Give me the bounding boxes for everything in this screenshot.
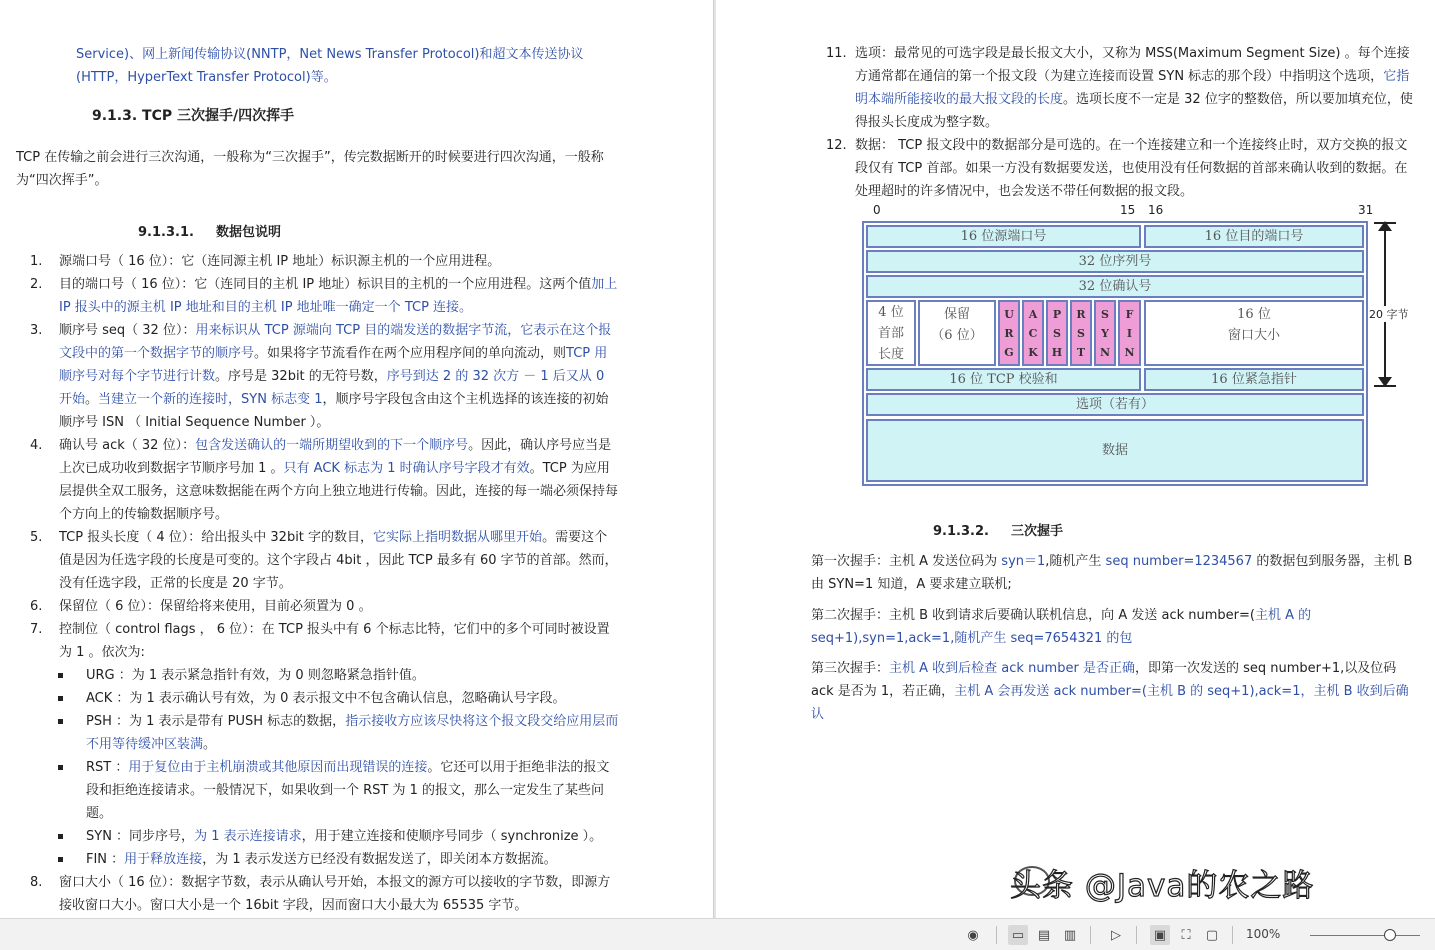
flag-psh xyxy=(1046,300,1068,366)
header-frame xyxy=(862,221,1368,486)
field-dst-port: 16 位目的端口号 xyxy=(1144,225,1364,248)
list-item xyxy=(826,134,1416,203)
print-layout-icon[interactable]: ▭ xyxy=(1008,925,1028,945)
section-heading-9-1-3-2 xyxy=(933,520,1063,539)
bullet-item xyxy=(58,756,620,825)
flag-letter: G xyxy=(1004,345,1014,359)
flag-letter: A xyxy=(1028,307,1038,321)
flag-bullet-list xyxy=(30,664,620,871)
comment-icon[interactable]: ▢ xyxy=(1205,927,1219,943)
web-layout-icon[interactable]: ▤ xyxy=(1037,927,1051,943)
item-text-highlight: 它实际上指明数据从哪里开始 xyxy=(373,530,543,545)
step-text: ,随机产生 xyxy=(1045,554,1106,569)
cell-line: 16 位 xyxy=(1237,307,1271,322)
heading-number: 9.1.3.1. xyxy=(138,225,194,240)
cell-line: 4 位 xyxy=(878,304,904,320)
item-text: 。选项长度不一定是 32 位字的整数倍，所以要加填充位，使得报头长度成为整字数。 xyxy=(855,92,1413,130)
flag-letter: N xyxy=(1124,345,1135,359)
bullet-text: RST ： xyxy=(86,760,129,775)
flag-letter: S xyxy=(1101,307,1109,321)
watermark: 头条 @Java的农之路 xyxy=(1010,868,1315,904)
step-text: 第二次握手：主机 B 收到请求后要确认联机信息，向 A 发送 ack number=( xyxy=(811,608,1255,623)
field-seq: 32 位序列号 xyxy=(866,250,1364,273)
focus-icon[interactable]: ◉ xyxy=(967,927,979,943)
item-text: ，顺序号字段包含由这个主机选择的该连接的初始顺序号 ISN （ Initial Sequence Number ）。 xyxy=(59,392,609,430)
cell-line: 首部 xyxy=(877,325,904,341)
bullet-icon xyxy=(58,696,63,701)
bullet-text: 。 xyxy=(203,737,217,752)
list-item xyxy=(30,434,620,526)
field-checksum: 16 位 TCP 校验和 xyxy=(866,368,1141,391)
item-text: 。序号是 32bit 的无符号数， xyxy=(215,369,387,384)
text-line: Service)、网上新闻传输协议(NNTP，Net News Transfer Protocol)和超文本传送协议 xyxy=(76,47,584,62)
item-text: 。 xyxy=(85,392,99,407)
flag-letter: C xyxy=(1028,326,1038,340)
flag-rst xyxy=(1070,300,1092,366)
flag-urg xyxy=(998,300,1020,366)
bullet-item xyxy=(58,710,620,756)
size-arrow xyxy=(1384,223,1386,385)
item-text-highlight: 加上 IP 报头中的源主机 IP 地址和目的主机 IP 地址唯一确定一个 TCP 连接。 xyxy=(59,277,618,315)
field-reserved xyxy=(918,300,996,366)
play-icon[interactable]: ▷ xyxy=(1111,927,1121,943)
field-src-port: 16 位源端口号 xyxy=(866,225,1141,248)
intro-paragraph: TCP 在传输之前会进行三次沟通，一般称为“三次握手”，传完数据断开的时候要进行四次沟通，一般称为“四次挥手”。 xyxy=(16,150,604,188)
list-number: 8. xyxy=(30,875,43,890)
bullet-text-highlight: 用于释放连接 xyxy=(124,852,203,867)
handshake-step-1 xyxy=(811,550,1415,596)
bit-label: 0 xyxy=(873,203,881,217)
flag-letter: P xyxy=(1052,307,1062,321)
bullet-text: URG ：为 1 表示紧急指针有效，为 0 则忽略紧急指针值。 xyxy=(86,668,425,683)
item-text-highlight: 它指明本端所能接收的最大报文段的长度 xyxy=(855,69,1410,107)
handshake-step-2 xyxy=(811,604,1415,650)
flag-letter: R xyxy=(1004,326,1014,340)
step-text: 的数据包到服务器，主机 B 由 SYN=1 知道，A 要求建立联机; xyxy=(811,554,1413,592)
item-text-highlight: 当建立一个新的连接时，SYN 标志变 1 xyxy=(98,392,323,407)
bullet-text-highlight: 为 1 表示连接请求 xyxy=(194,829,302,844)
item-text: 源端口号（ 16 位）：它（连同源主机 IP 地址）标识源主机的一个应用进程。 xyxy=(59,254,501,269)
bullet-text: ，为 1 表示发送方已经没有数据发送了，即关闭本方数据流。 xyxy=(202,852,557,867)
list-number: 3. xyxy=(30,323,43,338)
flag-letter: S xyxy=(1077,326,1085,340)
item-text: 保留位（ 6 位）：保留给将来使用，目前必须置为 0 。 xyxy=(59,599,372,614)
list-item xyxy=(30,618,620,664)
status-bar xyxy=(0,918,1435,950)
field-urgent-pointer: 16 位紧急指针 xyxy=(1144,368,1364,391)
item-text: 确认号 ack（ 32 位）： xyxy=(59,438,196,453)
item-text: TCP 报头长度（ 4 位）：给出报头中 32bit 字的数目， xyxy=(59,530,374,545)
zoom-slider[interactable] xyxy=(1310,935,1420,936)
bullet-text: FIN ： xyxy=(86,852,125,867)
item-text-highlight: 包含发送确认的一端所期望收到的下一个顺序号 xyxy=(195,438,469,453)
field-ack: 32 位确认号 xyxy=(866,275,1364,298)
flag-letter: H xyxy=(1051,345,1063,359)
flag-syn xyxy=(1094,300,1116,366)
list-number: 11. xyxy=(826,46,847,61)
cell-line: （6 位） xyxy=(931,328,983,343)
tcp-header-diagram xyxy=(862,203,1422,488)
bullet-icon xyxy=(58,673,63,678)
step-text-highlight: syn＝1 xyxy=(1001,554,1046,569)
step-text-highlight: 主机 A 的 seq+1),syn=1,ack=1,随机产生 seq=7654321 的包 xyxy=(811,608,1312,646)
item-text: 数据： TCP 报文段中的数据部分是可选的。在一个连接建立和一个连接终止时，双方交换的报文段仅有 TCP 首部。如果一方没有数据要发送，也使用没有任何数据的首部来确认收到的数据。在处理超时的许多情况中，也会发送不带任何数据的报文段。 xyxy=(855,138,1408,199)
cell-line: 窗口大小 xyxy=(1227,328,1280,343)
bullet-item xyxy=(58,664,620,687)
list-item xyxy=(30,871,620,917)
bullet-icon xyxy=(58,765,63,770)
handshake-step-3 xyxy=(811,657,1415,726)
zoom-slider-knob[interactable] xyxy=(1384,929,1396,941)
bullet-text: ，用于建立连接和使顺序号同步（ synchronize ）。 xyxy=(301,829,603,844)
field-options: 选项（若有） xyxy=(866,393,1364,416)
heading-number: 9.1.3.2. xyxy=(933,524,989,539)
flag-letter: N xyxy=(1099,345,1111,359)
item-text: 控制位（ control flags ， 6 位）：在 TCP 报头中有 6 个标志比特，它们中的多个可同时被设置为 1 。依次为: xyxy=(59,622,610,660)
flag-ack xyxy=(1022,300,1044,366)
header-size-label: 20 字节 xyxy=(1369,308,1409,321)
item-text-highlight: 只有 ACK 标志为 1 时确认序号字段才有效 xyxy=(283,461,530,476)
crop-icon[interactable]: ⛶ xyxy=(1181,927,1191,943)
section-heading-9-1-3: 9.1.3. TCP 三次握手/四次挥手 xyxy=(92,108,295,124)
flag-letter: T xyxy=(1076,345,1086,359)
field-header-length xyxy=(866,300,916,366)
list-item xyxy=(826,42,1416,134)
bullet-icon xyxy=(58,719,63,724)
bullet-text: 。它还可以用于拒绝非法的报文段和拒绝连接请求。一般情况下，如果收到一个 RST 为 1 的报文，那么一定发生了某些问题。 xyxy=(86,760,610,821)
step-text: 第一次握手：主机 A 发送位码为 xyxy=(811,554,1002,569)
zoom-level[interactable]: 100% xyxy=(1246,927,1281,941)
flag-fin xyxy=(1118,300,1141,366)
list-item xyxy=(30,273,620,319)
list-item xyxy=(30,595,620,618)
heading-title: 数据包说明 xyxy=(215,225,281,240)
item-text: 选项：最常见的可选字段是最长报文大小，又称为 MSS(Maximum Segment Size) 。每个连接方通常都在通信的第一个报文段（为建立连接而设置 SYN 标志的那个段）中指明这个选项， xyxy=(855,46,1410,84)
bracket-tick xyxy=(1374,385,1396,387)
item-text: 。因此，确认序号应当是上次已成功收到数据字节顺序号加 1 。 xyxy=(59,438,612,476)
cell-line: 长度 xyxy=(877,346,904,362)
item-text-highlight: 序号到达 2 的 32 次方 － 1 后又从 0 开始 xyxy=(59,369,605,407)
cell-line: 保留 xyxy=(943,307,970,322)
bullet-text: ACK ：为 1 表示确认号有效，为 0 表示报文中不包含确认信息，忽略确认号字段。 xyxy=(86,691,566,706)
list-number: 4. xyxy=(30,438,43,453)
separator xyxy=(1136,926,1137,944)
flag-letter: S xyxy=(1053,326,1061,340)
bullet-icon xyxy=(58,857,63,862)
flag-letter: Y xyxy=(1101,326,1109,340)
item-text: 。TCP 为应用层提供全双工服务，这意味数据能在两个方向上独立地进行传输。因此，连接的每一端必须保持每个方向上的传输数据顺序号。 xyxy=(59,461,619,522)
list-item xyxy=(30,526,620,595)
read-mode-icon[interactable]: ▥ xyxy=(1063,927,1077,943)
field-window-size xyxy=(1144,300,1364,366)
bullet-text-highlight: 用于复位由于主机崩溃或其他原因而出现错误的连接 xyxy=(128,760,428,775)
field-list xyxy=(30,250,620,917)
separator xyxy=(996,926,997,944)
separator xyxy=(1232,926,1233,944)
flag-letter: F xyxy=(1125,307,1134,321)
item-text: 。需要这个值是因为任选字段的长度是可变的。这个字段占 4bit ，因此 TCP 最多有 60 字节的首部。然而，没有任选字段，正常的长度是 20 字节。 xyxy=(59,530,618,591)
bullet-item xyxy=(58,848,620,871)
field-list-continued xyxy=(826,42,1416,203)
list-item xyxy=(30,250,620,273)
list-number: 7. xyxy=(30,622,43,637)
step-text: ，即第一次发送的 seq number+1,以及位码 ack 是否为 1，若正确， xyxy=(811,661,1397,699)
step-text: 第三次握手： xyxy=(811,661,890,676)
bullet-text: SYN ：同步序号， xyxy=(86,829,195,844)
item-text: 目的端口号（ 16 位）：它（连同目的主机 IP 地址）标识目的主机的一个应用进程。这两个值 xyxy=(59,277,592,292)
list-number: 1. xyxy=(30,254,43,269)
left-page xyxy=(0,0,713,918)
flag-letter: U xyxy=(1004,307,1014,321)
separator xyxy=(1090,926,1091,944)
section-heading-9-1-3-1 xyxy=(138,221,281,240)
list-item xyxy=(30,319,620,434)
list-number: 6. xyxy=(30,599,43,614)
step-text-highlight: seq number=1234567 xyxy=(1105,554,1253,569)
bit-label: 15 xyxy=(1120,203,1136,217)
step-text-highlight: 主机 A 收到后检查 ack number 是否正确 xyxy=(889,661,1135,676)
bit-label: 31 xyxy=(1358,203,1374,217)
bit-label: 16 xyxy=(1148,203,1164,217)
text-line: (HTTP，HyperText Transfer Protocol)等。 xyxy=(76,70,337,85)
bullet-icon xyxy=(58,834,63,839)
step-text-highlight: 主机 A 会再发送 ack number=(主机 B 的 seq+1),ack=1，主机 B 收到后确认 xyxy=(811,684,1409,722)
field-data: 数据 xyxy=(866,419,1364,482)
list-number: 2. xyxy=(30,277,43,292)
continued-paragraph xyxy=(76,43,636,89)
item-text-highlight: TCP 用顺序号对每个字节进行计数 xyxy=(59,346,608,384)
item-text: 窗口大小（ 16 位）：数据字节数，表示从确认号开始，本报文的源方可以接收的字节数，即源方接收窗口大小。窗口大小是一个 16bit 字段，因而窗口大小最大为 65535 字节。 xyxy=(59,875,611,913)
bullet-text: PSH ：为 1 表示是带有 PUSH 标志的数据， xyxy=(86,714,346,729)
list-number: 5. xyxy=(30,530,43,545)
heading-title: 三次握手 xyxy=(1010,524,1063,539)
item-text: 。如果将字节流看作在两个应用程序间的单向流动，则 xyxy=(254,346,567,361)
item-text: 顺序号 seq（ 32 位）： xyxy=(59,323,196,338)
item-text-highlight: 用来标识从 TCP 源端向 TCP 目的端发送的数据字节流，它表示在这个报文段中的第一个数据字节的顺序号 xyxy=(59,323,612,361)
flag-letter: R xyxy=(1076,307,1086,321)
flag-letter: I xyxy=(1126,326,1133,340)
fullscreen-icon[interactable]: ▣ xyxy=(1150,925,1170,945)
bullet-item xyxy=(58,825,620,848)
list-number: 12. xyxy=(826,138,847,153)
bullet-text-highlight: 指示接收方应该尽快将这个报文段交给应用层而不用等待缓冲区装满 xyxy=(86,714,619,752)
flag-letter: K xyxy=(1028,345,1038,359)
bullet-item xyxy=(58,687,620,710)
